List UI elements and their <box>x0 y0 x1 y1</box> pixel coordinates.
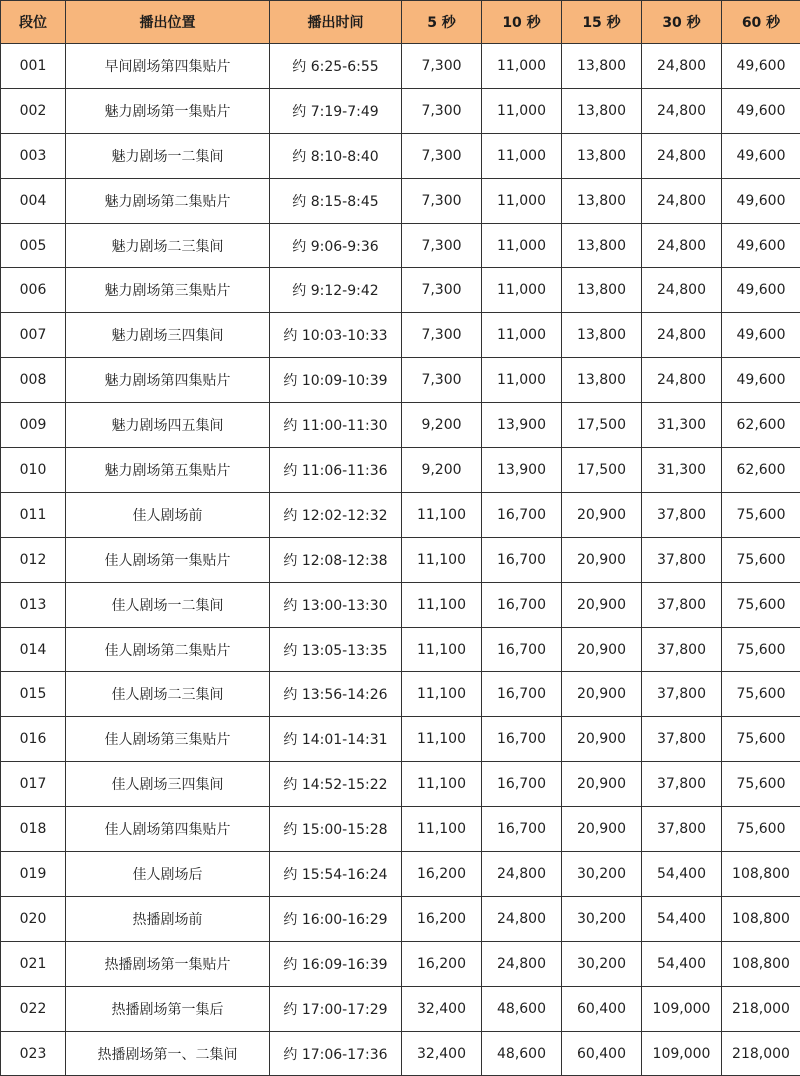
price-60s-cell: 218,000 <box>722 986 800 1031</box>
time-cell: 约 16:00-16:29 <box>270 896 402 941</box>
price-15s-cell: 30,200 <box>562 852 642 897</box>
table-row <box>1 717 800 762</box>
price-10s-cell: 11,000 <box>482 44 562 89</box>
price-10s-cell: 24,800 <box>482 896 562 941</box>
price-15s-cell: 20,900 <box>562 627 642 672</box>
position-cell: 魅力剧场第五集贴片 <box>66 448 270 493</box>
table-header <box>1 1 800 44</box>
price-10s-cell: 16,700 <box>482 492 562 537</box>
slot-cell: 005 <box>1 223 66 268</box>
table-row <box>1 492 800 537</box>
table-row <box>1 807 800 852</box>
table-row <box>1 358 800 403</box>
position-cell: 魅力剧场第二集贴片 <box>66 178 270 223</box>
price-60s-cell: 49,600 <box>722 44 800 89</box>
time-cell: 约 13:00-13:30 <box>270 582 402 627</box>
price-5s-cell: 7,300 <box>402 223 482 268</box>
price-60s-cell: 75,600 <box>722 672 800 717</box>
slot-cell: 016 <box>1 717 66 762</box>
price-10s-cell: 16,700 <box>482 807 562 852</box>
price-30s-cell: 24,800 <box>642 223 722 268</box>
time-header: 播出时间 <box>270 1 402 44</box>
slot-cell: 013 <box>1 582 66 627</box>
price-15s-cell: 13,800 <box>562 268 642 313</box>
time-cell: 约 14:52-15:22 <box>270 762 402 807</box>
price-30s-cell: 37,800 <box>642 492 722 537</box>
slot-cell: 008 <box>1 358 66 403</box>
price-5s-cell: 11,100 <box>402 492 482 537</box>
table-row <box>1 223 800 268</box>
time-cell: 约 11:06-11:36 <box>270 448 402 493</box>
time-cell: 约 12:02-12:32 <box>270 492 402 537</box>
price-15s-cell: 60,400 <box>562 986 642 1031</box>
header-row <box>1 1 800 44</box>
price-60s-cell: 218,000 <box>722 1031 800 1076</box>
price-5s-cell: 7,300 <box>402 178 482 223</box>
slot-cell: 018 <box>1 807 66 852</box>
price-5s-cell: 32,400 <box>402 1031 482 1076</box>
position-cell: 热播剧场第一、二集间 <box>66 1031 270 1076</box>
price-5s-cell: 7,300 <box>402 44 482 89</box>
price-15s-cell: 20,900 <box>562 492 642 537</box>
table-row <box>1 762 800 807</box>
table-row <box>1 852 800 897</box>
price-10s-cell: 11,000 <box>482 133 562 178</box>
sec15-header: 15 秒 <box>562 1 642 44</box>
price-5s-cell: 11,100 <box>402 717 482 762</box>
price-10s-cell: 16,700 <box>482 672 562 717</box>
price-60s-cell: 75,600 <box>722 717 800 762</box>
slot-cell: 009 <box>1 403 66 448</box>
price-30s-cell: 31,300 <box>642 403 722 448</box>
slot-cell: 007 <box>1 313 66 358</box>
position-cell: 佳人剧场第一集贴片 <box>66 537 270 582</box>
price-30s-cell: 24,800 <box>642 88 722 133</box>
price-5s-cell: 7,300 <box>402 133 482 178</box>
price-5s-cell: 32,400 <box>402 986 482 1031</box>
position-cell: 魅力剧场四五集间 <box>66 403 270 448</box>
position-cell: 佳人剧场第二集贴片 <box>66 627 270 672</box>
price-10s-cell: 48,600 <box>482 1031 562 1076</box>
price-15s-cell: 30,200 <box>562 896 642 941</box>
sec60-header: 60 秒 <box>722 1 800 44</box>
slot-cell: 010 <box>1 448 66 493</box>
sec10-header: 10 秒 <box>482 1 562 44</box>
price-15s-cell: 13,800 <box>562 313 642 358</box>
price-30s-cell: 24,800 <box>642 268 722 313</box>
price-15s-cell: 20,900 <box>562 537 642 582</box>
table-row <box>1 1031 800 1076</box>
price-10s-cell: 48,600 <box>482 986 562 1031</box>
time-cell: 约 10:03-10:33 <box>270 313 402 358</box>
price-10s-cell: 24,800 <box>482 852 562 897</box>
price-60s-cell: 49,600 <box>722 133 800 178</box>
price-15s-cell: 20,900 <box>562 717 642 762</box>
price-60s-cell: 49,600 <box>722 358 800 403</box>
sec30-header: 30 秒 <box>642 1 722 44</box>
price-60s-cell: 75,600 <box>722 807 800 852</box>
price-5s-cell: 16,200 <box>402 896 482 941</box>
slot-cell: 011 <box>1 492 66 537</box>
time-cell: 约 13:05-13:35 <box>270 627 402 672</box>
time-cell: 约 11:00-11:30 <box>270 403 402 448</box>
table-row <box>1 672 800 717</box>
price-30s-cell: 31,300 <box>642 448 722 493</box>
price-15s-cell: 20,900 <box>562 807 642 852</box>
price-30s-cell: 24,800 <box>642 313 722 358</box>
price-15s-cell: 13,800 <box>562 358 642 403</box>
table-row <box>1 582 800 627</box>
price-5s-cell: 7,300 <box>402 313 482 358</box>
slot-cell: 020 <box>1 896 66 941</box>
price-10s-cell: 13,900 <box>482 403 562 448</box>
table-row <box>1 403 800 448</box>
price-60s-cell: 49,600 <box>722 178 800 223</box>
price-10s-cell: 13,900 <box>482 448 562 493</box>
price-30s-cell: 37,800 <box>642 582 722 627</box>
position-cell: 魅力剧场一二集间 <box>66 133 270 178</box>
price-60s-cell: 75,600 <box>722 492 800 537</box>
price-60s-cell: 75,600 <box>722 762 800 807</box>
price-15s-cell: 60,400 <box>562 1031 642 1076</box>
time-cell: 约 8:15-8:45 <box>270 178 402 223</box>
price-60s-cell: 49,600 <box>722 88 800 133</box>
position-cell: 魅力剧场第三集贴片 <box>66 268 270 313</box>
time-cell: 约 10:09-10:39 <box>270 358 402 403</box>
price-10s-cell: 16,700 <box>482 762 562 807</box>
price-10s-cell: 11,000 <box>482 223 562 268</box>
price-60s-cell: 75,600 <box>722 627 800 672</box>
price-30s-cell: 54,400 <box>642 852 722 897</box>
position-cell: 热播剧场第一集贴片 <box>66 941 270 986</box>
price-60s-cell: 62,600 <box>722 403 800 448</box>
table-row <box>1 268 800 313</box>
table-body <box>1 44 800 1076</box>
price-30s-cell: 54,400 <box>642 941 722 986</box>
slot-header: 段位 <box>1 1 66 44</box>
time-cell: 约 9:06-9:36 <box>270 223 402 268</box>
price-15s-cell: 13,800 <box>562 44 642 89</box>
table-row <box>1 537 800 582</box>
table-row <box>1 88 800 133</box>
position-cell: 佳人剧场三四集间 <box>66 762 270 807</box>
position-cell: 魅力剧场第一集贴片 <box>66 88 270 133</box>
table-row <box>1 178 800 223</box>
price-30s-cell: 109,000 <box>642 1031 722 1076</box>
time-cell: 约 12:08-12:38 <box>270 537 402 582</box>
sec5-header: 5 秒 <box>402 1 482 44</box>
time-cell: 约 13:56-14:26 <box>270 672 402 717</box>
time-cell: 约 8:10-8:40 <box>270 133 402 178</box>
slot-cell: 002 <box>1 88 66 133</box>
position-cell: 热播剧场前 <box>66 896 270 941</box>
price-60s-cell: 62,600 <box>722 448 800 493</box>
price-30s-cell: 37,800 <box>642 717 722 762</box>
price-5s-cell: 11,100 <box>402 537 482 582</box>
price-5s-cell: 11,100 <box>402 807 482 852</box>
time-cell: 约 17:00-17:29 <box>270 986 402 1031</box>
position-cell: 热播剧场第一集后 <box>66 986 270 1031</box>
table-row <box>1 313 800 358</box>
price-30s-cell: 109,000 <box>642 986 722 1031</box>
position-cell: 魅力剧场二三集间 <box>66 223 270 268</box>
price-60s-cell: 75,600 <box>722 537 800 582</box>
price-5s-cell: 7,300 <box>402 88 482 133</box>
price-30s-cell: 24,800 <box>642 358 722 403</box>
slot-cell: 004 <box>1 178 66 223</box>
price-60s-cell: 49,600 <box>722 313 800 358</box>
price-60s-cell: 49,600 <box>722 223 800 268</box>
time-cell: 约 9:12-9:42 <box>270 268 402 313</box>
price-30s-cell: 37,800 <box>642 762 722 807</box>
time-cell: 约 14:01-14:31 <box>270 717 402 762</box>
position-cell: 佳人剧场一二集间 <box>66 582 270 627</box>
price-15s-cell: 20,900 <box>562 762 642 807</box>
slot-cell: 006 <box>1 268 66 313</box>
position-cell: 佳人剧场前 <box>66 492 270 537</box>
price-30s-cell: 24,800 <box>642 44 722 89</box>
price-15s-cell: 13,800 <box>562 133 642 178</box>
price-10s-cell: 16,700 <box>482 717 562 762</box>
slot-cell: 014 <box>1 627 66 672</box>
price-5s-cell: 9,200 <box>402 448 482 493</box>
time-cell: 约 16:09-16:39 <box>270 941 402 986</box>
price-30s-cell: 37,800 <box>642 537 722 582</box>
position-cell: 佳人剧场第三集贴片 <box>66 717 270 762</box>
price-60s-cell: 108,800 <box>722 941 800 986</box>
price-60s-cell: 108,800 <box>722 852 800 897</box>
time-cell: 约 15:54-16:24 <box>270 852 402 897</box>
position-header: 播出位置 <box>66 1 270 44</box>
price-30s-cell: 37,800 <box>642 672 722 717</box>
table-row <box>1 941 800 986</box>
position-cell: 魅力剧场第四集贴片 <box>66 358 270 403</box>
price-15s-cell: 13,800 <box>562 88 642 133</box>
table-row <box>1 133 800 178</box>
price-10s-cell: 11,000 <box>482 178 562 223</box>
price-5s-cell: 7,300 <box>402 358 482 403</box>
price-10s-cell: 11,000 <box>482 313 562 358</box>
slot-cell: 017 <box>1 762 66 807</box>
table-row <box>1 44 800 89</box>
position-cell: 佳人剧场第四集贴片 <box>66 807 270 852</box>
price-60s-cell: 75,600 <box>722 582 800 627</box>
price-15s-cell: 13,800 <box>562 223 642 268</box>
time-cell: 约 7:19-7:49 <box>270 88 402 133</box>
price-30s-cell: 37,800 <box>642 807 722 852</box>
price-15s-cell: 17,500 <box>562 448 642 493</box>
slot-cell: 023 <box>1 1031 66 1076</box>
price-5s-cell: 9,200 <box>402 403 482 448</box>
time-cell: 约 15:00-15:28 <box>270 807 402 852</box>
price-30s-cell: 24,800 <box>642 133 722 178</box>
price-60s-cell: 49,600 <box>722 268 800 313</box>
slot-cell: 001 <box>1 44 66 89</box>
table-row <box>1 627 800 672</box>
price-5s-cell: 11,100 <box>402 762 482 807</box>
price-5s-cell: 7,300 <box>402 268 482 313</box>
price-30s-cell: 37,800 <box>642 627 722 672</box>
price-5s-cell: 11,100 <box>402 627 482 672</box>
price-10s-cell: 16,700 <box>482 627 562 672</box>
price-15s-cell: 20,900 <box>562 672 642 717</box>
table-row <box>1 448 800 493</box>
slot-cell: 012 <box>1 537 66 582</box>
price-60s-cell: 108,800 <box>722 896 800 941</box>
slot-cell: 015 <box>1 672 66 717</box>
slot-cell: 003 <box>1 133 66 178</box>
price-15s-cell: 30,200 <box>562 941 642 986</box>
price-10s-cell: 16,700 <box>482 537 562 582</box>
price-15s-cell: 17,500 <box>562 403 642 448</box>
table-row <box>1 896 800 941</box>
price-15s-cell: 13,800 <box>562 178 642 223</box>
price-15s-cell: 20,900 <box>562 582 642 627</box>
price-10s-cell: 11,000 <box>482 358 562 403</box>
price-10s-cell: 11,000 <box>482 268 562 313</box>
slot-cell: 022 <box>1 986 66 1031</box>
position-cell: 早间剧场第四集贴片 <box>66 44 270 89</box>
price-30s-cell: 54,400 <box>642 896 722 941</box>
price-10s-cell: 16,700 <box>482 582 562 627</box>
price-30s-cell: 24,800 <box>642 178 722 223</box>
price-10s-cell: 11,000 <box>482 88 562 133</box>
position-cell: 佳人剧场后 <box>66 852 270 897</box>
price-5s-cell: 16,200 <box>402 852 482 897</box>
price-5s-cell: 11,100 <box>402 582 482 627</box>
price-5s-cell: 11,100 <box>402 672 482 717</box>
time-cell: 约 17:06-17:36 <box>270 1031 402 1076</box>
position-cell: 佳人剧场二三集间 <box>66 672 270 717</box>
time-cell: 约 6:25-6:55 <box>270 44 402 89</box>
position-cell: 魅力剧场三四集间 <box>66 313 270 358</box>
price-5s-cell: 16,200 <box>402 941 482 986</box>
slot-cell: 019 <box>1 852 66 897</box>
slot-cell: 021 <box>1 941 66 986</box>
price-10s-cell: 24,800 <box>482 941 562 986</box>
table-row <box>1 986 800 1031</box>
